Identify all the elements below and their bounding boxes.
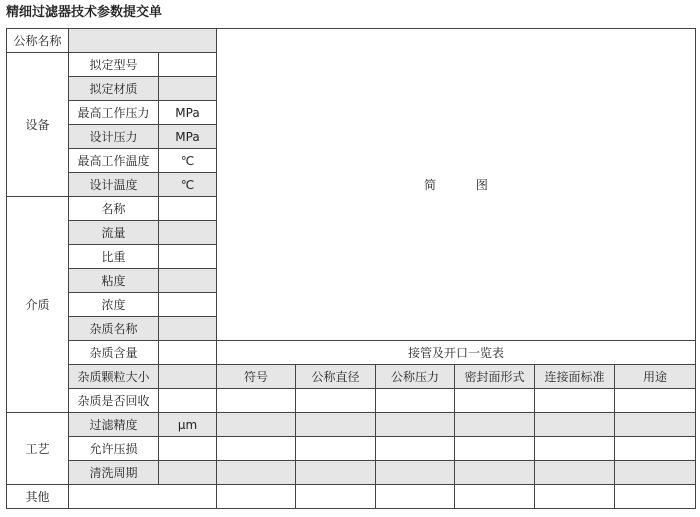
nozzle-cell[interactable]: [455, 437, 535, 461]
medium-row-label: 流量: [69, 221, 159, 245]
nozzle-cell[interactable]: [217, 461, 296, 485]
nozzle-cell[interactable]: [535, 389, 615, 413]
nozzle-cell[interactable]: [376, 461, 455, 485]
medium-row-value[interactable]: [159, 269, 217, 293]
medium-row-value[interactable]: [159, 245, 217, 269]
nozzle-cell[interactable]: [296, 461, 376, 485]
medium-row-label: 浓度: [69, 293, 159, 317]
parameter-form-table: [6, 28, 696, 509]
equipment-row-value[interactable]: [159, 53, 217, 77]
nozzle-column-header: 用途: [615, 365, 696, 389]
other-label: 其他: [7, 485, 69, 509]
process-row-value[interactable]: [159, 461, 217, 485]
nozzle-cell[interactable]: [615, 485, 696, 509]
medium-row-value[interactable]: [159, 197, 217, 221]
diagram-area[interactable]: 简 图: [217, 29, 696, 341]
equipment-row-label: 设计压力: [69, 125, 159, 149]
medium-row-label: 杂质名称: [69, 317, 159, 341]
medium-row-value[interactable]: [159, 221, 217, 245]
nozzle-column-header: 连接面标准: [535, 365, 615, 389]
nozzle-cell[interactable]: [217, 389, 296, 413]
equipment-row-value[interactable]: [159, 77, 217, 101]
medium-row-value[interactable]: [159, 341, 217, 365]
nozzle-cell[interactable]: [535, 485, 615, 509]
nozzle-column-header: 公称压力: [376, 365, 455, 389]
medium-row-value[interactable]: [159, 317, 217, 341]
medium-group-label: 介质: [7, 197, 69, 413]
equipment-row-label: 最高工作压力: [69, 101, 159, 125]
nozzle-cell[interactable]: [296, 413, 376, 437]
medium-row-label: 杂质颗粒大小: [69, 365, 159, 389]
medium-row-label: 粘度: [69, 269, 159, 293]
nozzle-cell[interactable]: [535, 461, 615, 485]
equipment-group-label: 设备: [7, 53, 69, 197]
process-group-label: 工艺: [7, 413, 69, 485]
equipment-row-label: 最高工作温度: [69, 149, 159, 173]
nozzle-cell[interactable]: [455, 413, 535, 437]
equipment-row-label: 设计温度: [69, 173, 159, 197]
process-row-label: 清洗周期: [69, 461, 159, 485]
equipment-row-value[interactable]: MPa: [159, 101, 217, 125]
nozzle-cell[interactable]: [615, 389, 696, 413]
process-row-value[interactable]: μm: [159, 413, 217, 437]
nominal-name-label: 公称名称: [7, 29, 69, 53]
nozzle-cell[interactable]: [455, 461, 535, 485]
process-row-label: 允许压损: [69, 437, 159, 461]
nozzle-cell[interactable]: [296, 389, 376, 413]
equipment-row-label: 拟定型号: [69, 53, 159, 77]
nozzle-cell[interactable]: [535, 437, 615, 461]
nominal-name-field[interactable]: [69, 29, 217, 53]
nozzle-column-header: 公称直径: [296, 365, 376, 389]
nozzle-column-header: 符号: [217, 365, 296, 389]
nozzle-cell[interactable]: [376, 413, 455, 437]
nozzle-cell[interactable]: [217, 413, 296, 437]
nozzle-table-title: 接管及开口一览表: [217, 341, 696, 365]
nozzle-cell[interactable]: [615, 461, 696, 485]
medium-row-label: 杂质含量: [69, 341, 159, 365]
other-field[interactable]: [69, 485, 217, 509]
equipment-row-value[interactable]: ℃: [159, 149, 217, 173]
nozzle-cell[interactable]: [217, 437, 296, 461]
nozzle-cell[interactable]: [376, 437, 455, 461]
nozzle-cell[interactable]: [615, 437, 696, 461]
medium-row-label: 比重: [69, 245, 159, 269]
process-row-label: 过滤精度: [69, 413, 159, 437]
nozzle-cell[interactable]: [535, 413, 615, 437]
medium-row-value[interactable]: [159, 365, 217, 389]
nozzle-cell[interactable]: [455, 485, 535, 509]
process-row-value[interactable]: [159, 437, 217, 461]
nozzle-cell[interactable]: [296, 485, 376, 509]
medium-row-label: 杂质是否回收: [69, 389, 159, 413]
nozzle-cell[interactable]: [376, 389, 455, 413]
medium-row-value[interactable]: [159, 293, 217, 317]
equipment-row-value[interactable]: MPa: [159, 125, 217, 149]
nozzle-cell[interactable]: [296, 437, 376, 461]
equipment-row-value[interactable]: ℃: [159, 173, 217, 197]
nozzle-column-header: 密封面形式: [455, 365, 535, 389]
nozzle-cell[interactable]: [455, 389, 535, 413]
nozzle-cell[interactable]: [376, 485, 455, 509]
medium-row-label: 名称: [69, 197, 159, 221]
page-title: 精细过滤器技术参数提交单: [6, 5, 163, 20]
nozzle-cell[interactable]: [615, 413, 696, 437]
medium-row-value[interactable]: [159, 389, 217, 413]
nozzle-cell[interactable]: [217, 485, 296, 509]
equipment-row-label: 拟定材质: [69, 77, 159, 101]
